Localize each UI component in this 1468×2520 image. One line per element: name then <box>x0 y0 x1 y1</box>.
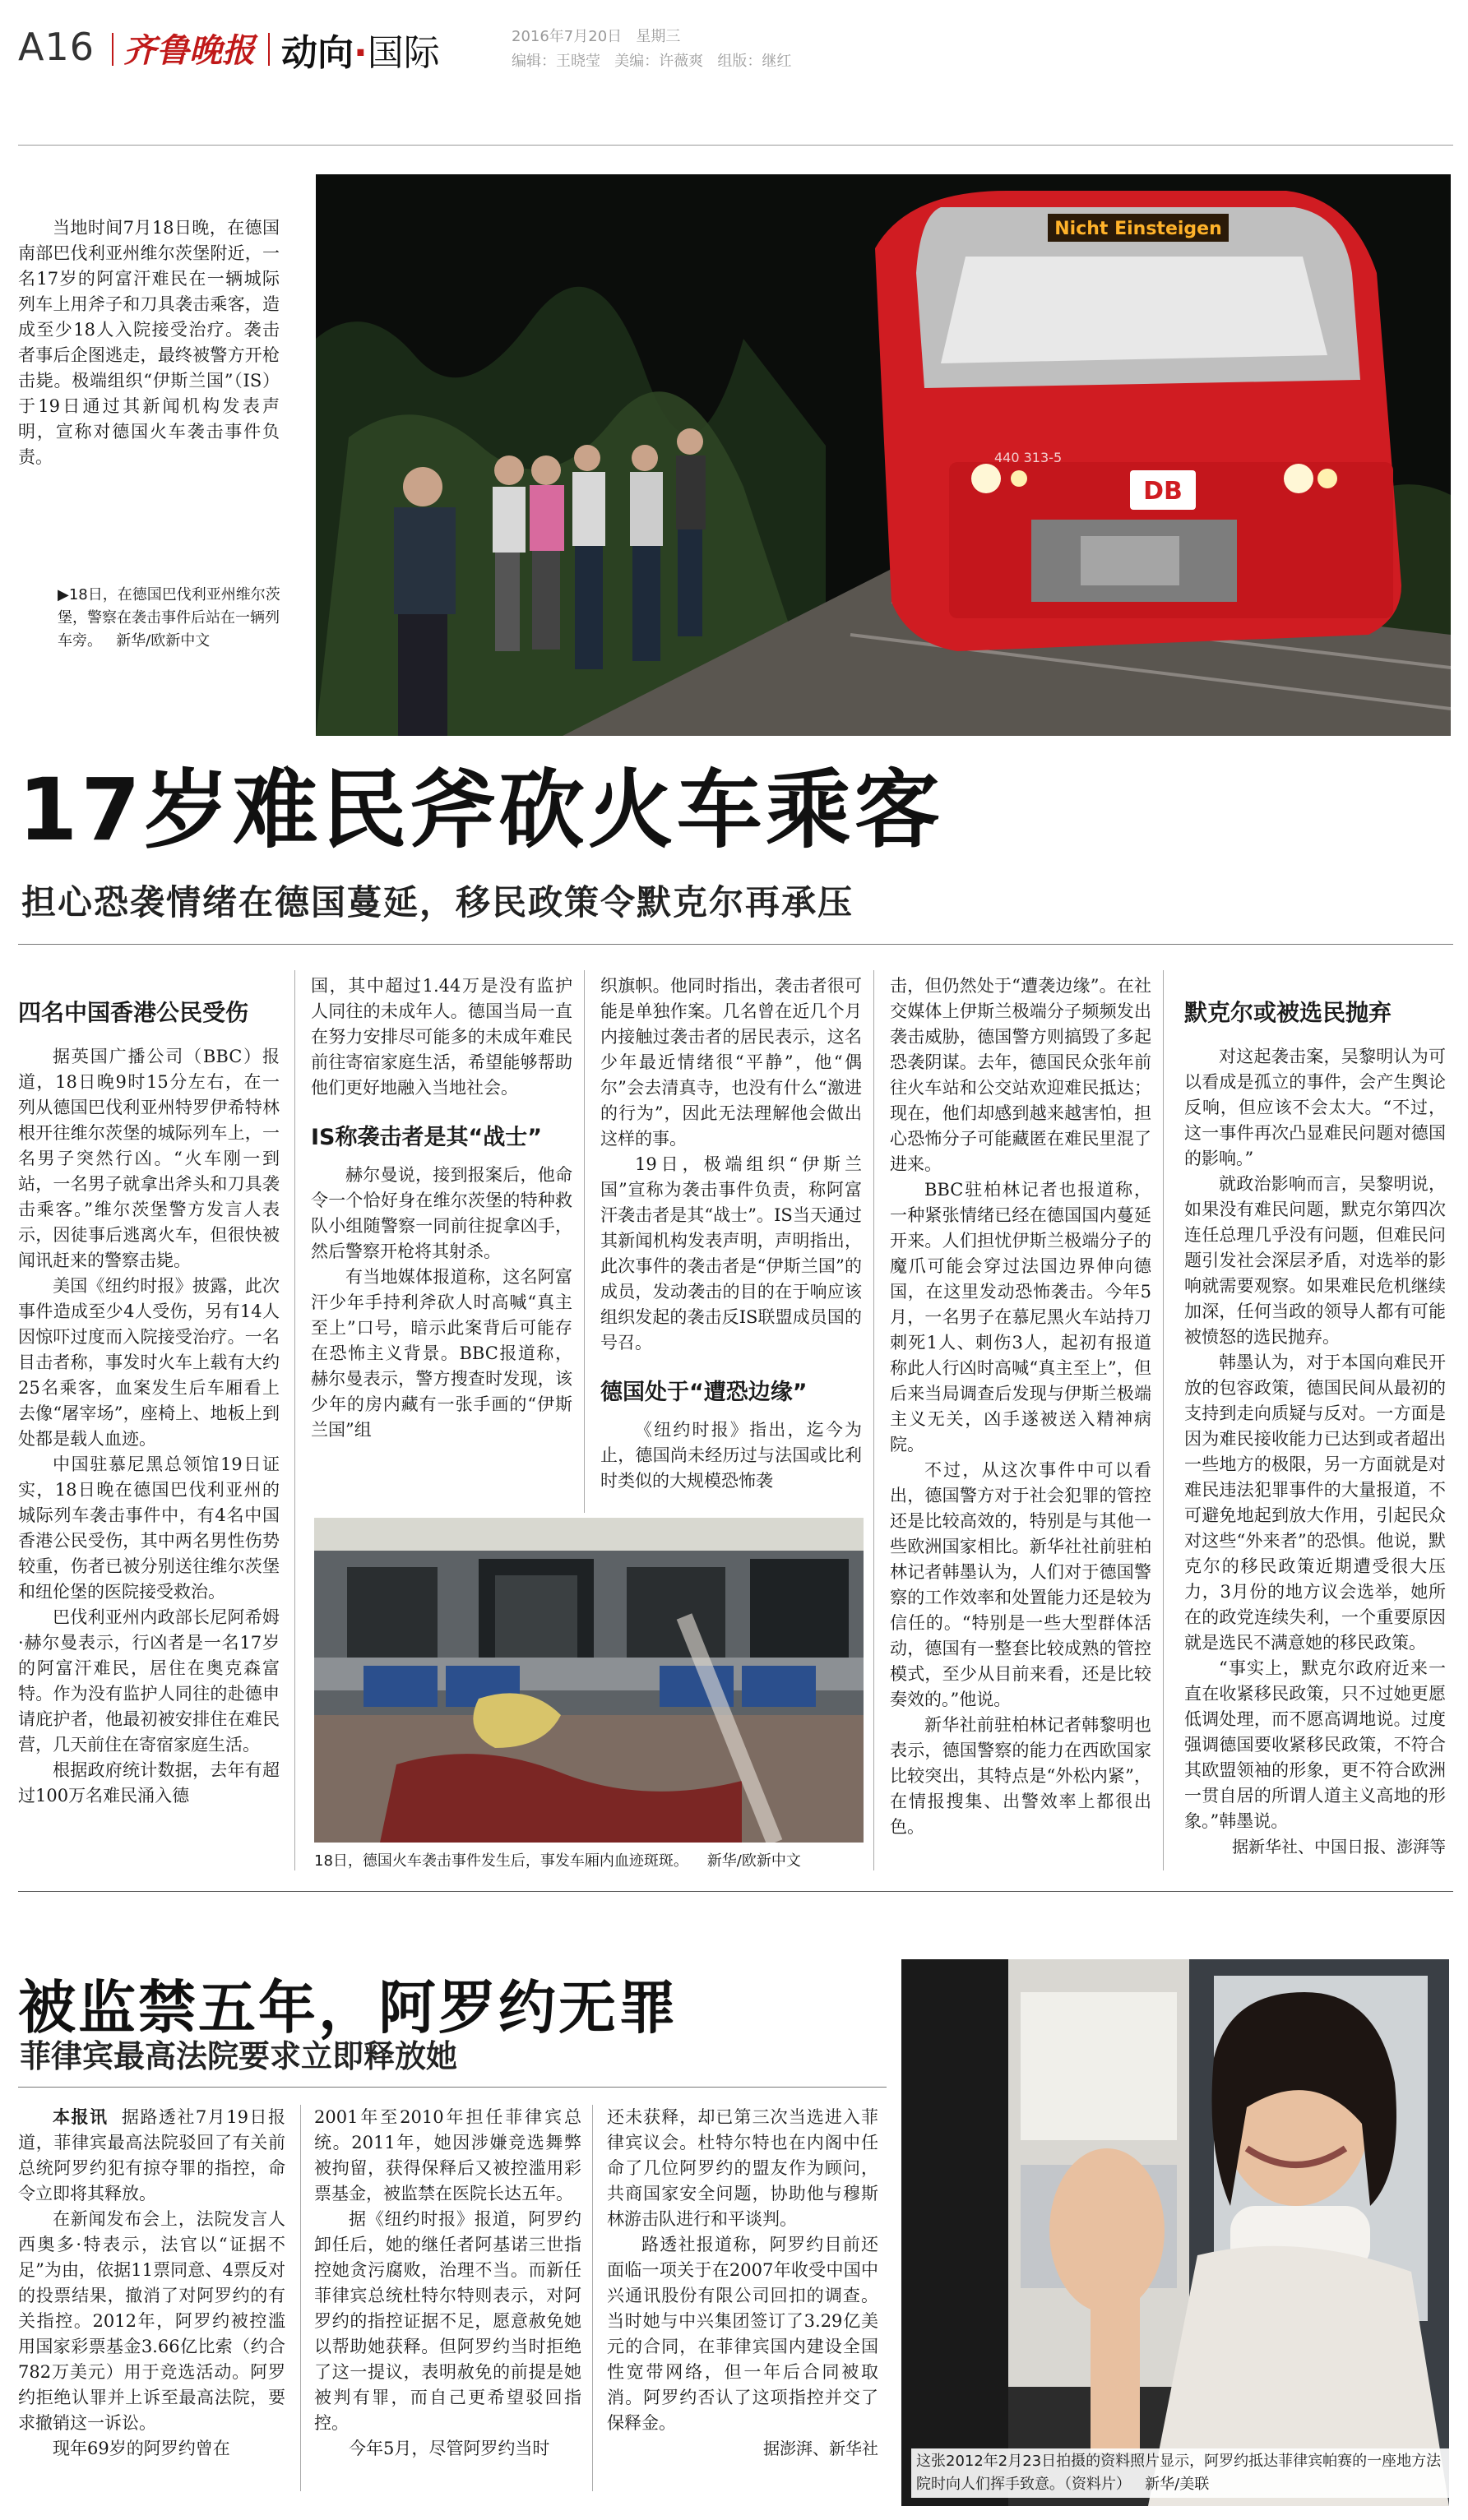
story1-col4 <box>890 973 1151 1840</box>
arroyo-photo <box>901 1959 1449 2506</box>
story2-col1-para: 现年69岁的阿罗约曾在 <box>53 2439 230 2458</box>
lead-label: 本报讯 <box>53 2107 109 2127</box>
col2-para: 国，其中超过1.44万是没有监护人同往的未成年人。德国当局一直在努力安排尽可能多的未成年难民前往寄宿家庭生活，希望能够帮助他们更好地融入当地社会。 <box>311 976 572 1098</box>
col-divider-2 <box>584 970 585 1513</box>
page-number: A16 <box>18 25 95 69</box>
story2-col3-credit: 据澎湃、新华社 <box>763 2439 878 2458</box>
s2-col-divider-1 <box>300 2105 301 2491</box>
date: 2016年7月20日 <box>512 28 623 45</box>
train-interior-photo <box>314 1518 864 1843</box>
section-b: 国际 <box>367 32 440 74</box>
col3-para: 19日，极端组织“伊斯兰国”宣称为袭击事件负责，称阿富汗袭击者是其“战士”。IS当天通过其新闻机构发表声明，声明指出，此次事件的袭击者是“伊斯兰国”的成员，发动袭击的目的在于响应该组织发起的袭击反IS联盟成员国的号召。 <box>600 1154 862 1352</box>
story1-col5 <box>1184 995 1446 1860</box>
col2-subheading: IS称袭击者是其“战士” <box>311 1125 542 1150</box>
photo1-caption <box>58 584 285 653</box>
col5-subheading: 默克尔或被选民抛弃 <box>1184 999 1392 1026</box>
story1-col3 <box>600 973 862 1494</box>
story2-col2-para: 今年5月，尽管阿罗约当时 <box>349 2439 550 2458</box>
col1-para: 据英国广播公司（BBC）报道，18日晚9时15分左右，在一列从德国巴伐利亚州特罗伊希特林根开往维尔茨堡的城际列车上，一名男子突然行凶。“火车刚一到站，一名男子就拿出斧头和刀具袭击乘客。”维尔茨堡警方发言人表示，因徒事后逃离火车，但很快被闻讯赶来的警察击毙。 <box>18 1047 280 1270</box>
story2-col1 <box>18 2105 285 2462</box>
section-a: 动向 <box>281 32 354 74</box>
col4-para: 击，但仍然处于“遭袭边缘”。在社交媒体上伊斯兰极端分子频频发出袭击威胁，德国警方则搞毁了多起恐袭阴谋。去年，德国民众张年前往火车站和公交站欢迎难民抵达；现在，他们却感到越来越害怕，担心恐怖分子可能藏匿在难民里混了进来。 <box>890 976 1151 1174</box>
col5-para: 就政治影响而言，吴黎明说，如果没有难民问题，默克尔第四次连任总理几乎没有问题，但难民问题引发社会深层矛盾，对选举的影响就需要观察。如果难民危机继续加深，任何当政的领导人都有可能被愤怒的选民抛弃。 <box>1184 1174 1446 1347</box>
col1-subheading: 四名中国香港公民受伤 <box>18 999 249 1026</box>
story2-col2-para: 2001年至2010年担任菲律宾总统。2011年，她因涉嫌竞选舞弊被拘留，获得保释后又被控滥用彩票基金，被监禁在医院长达五年。 <box>314 2107 581 2203</box>
col2-para: 赫尔曼说，接到报案后，他命令一个恰好身在维尔茨堡的特种救队小组随警察一同前往捉拿凶手，然后警察开枪将其射杀。 <box>311 1165 572 1261</box>
story2-subhead: 菲律宾最高法院要求立即释放她 <box>20 2038 458 2074</box>
header-rule <box>18 145 1453 146</box>
col-divider-4 <box>1163 970 1164 1870</box>
story1-headline: 17岁难民斧砍火车乘客 <box>18 760 943 860</box>
col5-para: 对这起袭击案，吴黎明认为可以看成是孤立的事件，会产生舆论反响，但应该不会太大。“不过，这一事件再次凸显难民问题对德国的影响。” <box>1184 1047 1446 1168</box>
photo3-caption <box>911 2448 1457 2498</box>
col1-para: 巴伐利亚州内政部长尼阿希姆·赫尔曼表示，行凶者是一名17岁的阿富汗难民，居住在奥克森富特。作为没有监护人同往的赴德申请庇护者，他最初被安排住在难民营，几天前住在寄宿家庭生活。 <box>18 1607 280 1755</box>
story2-col2-para: 据《纽约时报》报道，阿罗约卸任后，她的继任者阿基诺三世指控她贪污腐败，治理不当。而新任菲律宾总统杜特尔特则表示，对阿罗约的指控证据不足，愿意赦免她以帮助她获释。但阿罗约当时拒绝了这一提议，表明赦免的前提是她被判有罪，而自己更希望驳回指控。 <box>314 2209 581 2433</box>
header-separator-2 <box>268 33 270 66</box>
col1-para: 根据政府统计数据，去年有超过100万名难民涌入德 <box>18 1760 280 1806</box>
section-title <box>281 23 440 76</box>
arroyo-photo-svg <box>901 1959 1449 2506</box>
intro-text: 当地时间7月18日晚，在德国南部巴伐利亚州维尔茨堡附近，一名17岁的阿富汗难民在一辆城际列车上用斧子和刀具袭击乘客，造成至少18人入院接受治疗。袭击者事后企图逃走，最终被警方开枪击毙。极端组织“伊斯兰国”（IS）于19日通过其新闻机构发表声明，宣称对德国火车袭击事件负责。 <box>18 218 280 467</box>
story1-col1 <box>18 995 280 1809</box>
col5-para: “事实上，默克尔政府近来一直在收紧移民政策，只不过她更愿低调处理，而不愿高调地说。过度强调德国要收紧移民政策，不符合其欧盟领袖的形象，更不符合欧洲一贯自居的所谓人道主义高地的形象。”韩墨说。 <box>1184 1658 1446 1831</box>
story1-col2 <box>311 973 572 1443</box>
col-divider-1 <box>294 970 295 1870</box>
editor: 编辑：王晓莹 <box>512 53 600 70</box>
col4-para: 不过，从这次事件中可以看出，德国警方对于社会犯罪的管控还是比较高效的，特别是与其他一些欧洲国家相比。新华社社前驻柏林记者韩墨认为，人们对于德国警察的工作效率和处置能力还是较为信任的。“特别是一些大型群体活动，德国有一整套比较成熟的管控模式，至少从目前来看，还是比较奏效的。”他说。 <box>890 1460 1151 1709</box>
train-photo-svg <box>316 174 1451 736</box>
photo2-credit: 新华/欧新中文 <box>706 1852 801 1870</box>
train-photo <box>316 174 1451 736</box>
story2-col2 <box>314 2105 581 2462</box>
train-db-logo: DB <box>1143 477 1183 506</box>
col-divider-3 <box>873 970 874 1870</box>
col5-credit: 据新华社、中国日报、澎湃等 <box>1232 1837 1446 1856</box>
story2-col3-para: 还未获释，却已第三次当选进入菲律宾议会。杜特尔特也在内阁中任命了几位阿罗约的盟友作为顾问，共商国家安全问题，协助他与穆斯林游击队进行和平谈判。 <box>607 2107 878 2229</box>
photo1-caption-text: ▶18日，在德国巴伐利亚州维尔茨堡，警察在袭击事件后站在一辆列车旁。 <box>58 586 280 650</box>
col5-para: 韩墨认为，对于本国向难民开放的包容政策，德国民间从最初的支持到走向质疑与反对。一方面是因为难民接收能力已达到或者超出一些地方的极限，另一方面就是对难民违法犯罪事件的大量报道，不可避免地起到放大作用，引起民众对这些“外来者”的恐惧。他说，默克尔的移民政策近期遭受很大压力，3月份的地方议会选举，她所在的政党连续失利，一个重要原因就是选民不满意她的移民政策。 <box>1184 1352 1446 1653</box>
photo3-credit: 新华/美联 <box>1145 2476 1210 2493</box>
col2-para: 有当地媒体报道称，这名阿富汗少年手持利斧砍人时高喊“真主至上”口号，暗示此案背后可能存在恐怖主义背景。BBC报道称，赫尔曼表示，警方搜查时发现，该少年的房内藏有一张手画的“伊斯兰国”组 <box>311 1267 572 1440</box>
story2-rule <box>18 2087 887 2088</box>
col3-para: 织旗帜。他同时指出，袭击者很可能是单独作案。几名曾在近几个月内接触过袭击者的居民表示，这名少年最近情绪很“平静”，他“偶尔”会去清真寺，也没有什么“激进的行为”，因此无法理解他会做出这样的事。 <box>600 976 862 1149</box>
story1-subhead: 担心恐袭情绪在德国蔓延，移民政策令默克尔再承压 <box>21 882 854 922</box>
train-interior-svg <box>314 1518 864 1843</box>
story2-col3-para: 路透社报道称，阿罗约目前还面临一项关于在2007年收受中国中兴通讯股份有限公司回扣的调查。当时她与中兴集团签订了3.29亿美元的合同，在菲律宾国内建设全国性宽带网络，但一年后合同被取消。阿罗约否认了这项指控并交了保释金。 <box>607 2235 878 2433</box>
art-editor: 美编：许薇爽 <box>614 53 704 70</box>
subhead-rule <box>18 944 1453 945</box>
story1-intro <box>18 215 280 470</box>
train-sign: Nicht Einsteigen <box>1054 219 1222 239</box>
story2-col1-para <box>18 2105 285 2207</box>
photo3-caption-text: 这张2012年2月23日拍摄的资料照片显示，阿罗约抵达菲律宾帕赛的一座地方法院时向人们挥手致意。（资料片） <box>916 2453 1442 2493</box>
header-separator <box>112 33 113 66</box>
s2-col-divider-2 <box>592 2105 593 2491</box>
photo1-credit: 新华/欧新中文 <box>116 632 211 650</box>
story2-col1-para: 在新闻发布会上，法院发言人西奥多·特表示，法官以“证据不足”为由，依据11票同意、4票反对的投票结果，撤消了对阿罗约的有关指控。2012年，阿罗约被控滥用国家彩票基金3.66亿比索（约合782万美元）用于竞选活动。阿罗约拒绝认罪并上诉至最高法院，要求撤销这一诉讼。 <box>18 2209 285 2433</box>
col4-para: BBC驻柏林记者也报道称，一种紧张情绪已经在德国国内蔓延开来。人们担忧伊斯兰极端分子的魔爪可能会穿过法国边界伸向德国，在这里发动恐怖袭击。今年5月，一名男子在慕尼黑火车站持刀刺死1人、刺伤3人，起初有报道称此人行凶时高喊“真主至上”，但后来当局调查后发现与伊斯兰极端主义无关，凶手遂被送入精神病院。 <box>890 1180 1151 1454</box>
col1-para: 美国《纽约时报》披露，此次事件造成至少4人受伤，另有14人因惊吓过度而入院接受治疗。一名目击者称，事发时火车上载有大约25名乘客，血案发生后车厢看上去像“屠宰场”，座椅上、地板上到处都是载人血迹。 <box>18 1276 280 1449</box>
col3-subheading: 德国处于“遭恐边缘” <box>600 1380 808 1405</box>
newspaper-logo: 齐鲁晚报 <box>123 31 255 70</box>
story-separator <box>18 1891 1453 1892</box>
weekday: 星期三 <box>636 28 681 45</box>
col4-para: 新华社前驻柏林记者韩黎明也表示，德国警察的能力在西欧国家比较突出，其特点是“外松内紧”，在情报搜集、出警效率上都很出色。 <box>890 1715 1151 1837</box>
section-dot: · <box>354 32 368 74</box>
story2-col3 <box>607 2105 878 2462</box>
lead-text: 据路透社7月19日报道，菲律宾最高法院驳回了有关前总统阿罗约犯有掠夺罪的指控，命令立即将其释放。 <box>18 2107 285 2203</box>
col1-para: 中国驻慕尼黑总领馆19日证实，18日晚在德国巴伐利亚州的城际列车袭击事件中，有4名中国香港公民受伤，其中两名男性伤势较重，伤者已被分别送往维尔茨堡和纽伦堡的医院接受救治。 <box>18 1454 280 1602</box>
header-meta <box>512 25 791 74</box>
col3-para: 《纽约时报》指出，迄今为止，德国尚未经历过与法国或比利时类似的大规模恐怖袭 <box>600 1420 862 1491</box>
layout-editor: 组版：继红 <box>717 53 792 70</box>
story2-headline: 被监禁五年，阿罗约无罪 <box>18 1974 678 2041</box>
train-number: 440 313-5 <box>994 450 1063 465</box>
photo2-caption-text: 18日，德国火车袭击事件发生后，事发车厢内血迹斑斑。 <box>314 1852 688 1870</box>
photo2-caption <box>314 1850 864 1873</box>
